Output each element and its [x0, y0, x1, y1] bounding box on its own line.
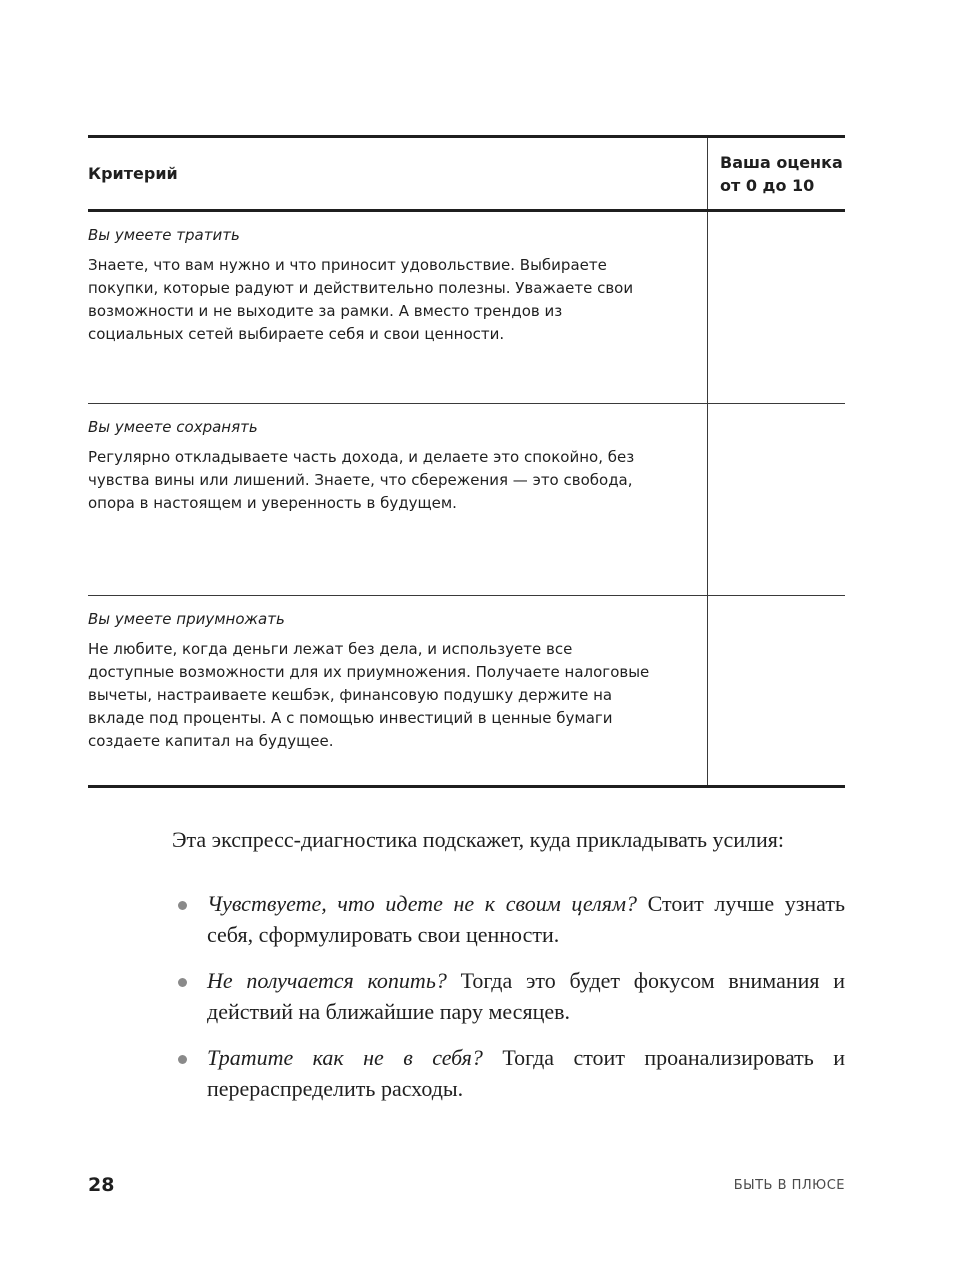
criterion-description: Знаете, что вам нужно и что приносит удовольствие. Выбираете покупки, которые радуют и действительно полезны. Уважаете свои возможности и не выходите за рамки. А вместо трендов из социальных сетей выбираете себя и свои ценности.	[88, 256, 634, 343]
criterion-title: Вы умеете тратить	[88, 226, 240, 244]
header-criterion: Критерий	[88, 138, 708, 209]
bullet-answer: Тогда стоит проанализировать и перераспределить расходы.	[207, 1045, 845, 1101]
criterion-title: Вы умеете сохранять	[88, 418, 258, 436]
criterion-title: Вы умеете приумножать	[88, 610, 285, 628]
bullet-answer: Стоит лучше узнать себя, сформулировать свои ценности.	[207, 891, 846, 947]
table-row	[88, 212, 845, 404]
bullet-dot-icon	[178, 978, 187, 987]
score-cell	[708, 404, 845, 595]
bullet-answer: Тогда это будет фокусом внимания и действий на ближайшие пару месяцев.	[207, 968, 846, 1024]
criterion-cell	[88, 212, 708, 403]
header-score-line2: от 0 до 10	[720, 176, 815, 195]
list-item	[178, 888, 845, 950]
criteria-table	[88, 135, 845, 788]
header-score-line1: Ваша оценка	[720, 153, 843, 172]
score-cell	[708, 212, 845, 403]
bullet-dot-icon	[178, 901, 187, 910]
score-cell	[708, 596, 845, 785]
header-score	[708, 138, 845, 209]
page-number: 28	[88, 1174, 115, 1196]
criterion-cell	[88, 404, 708, 595]
table-row	[88, 404, 845, 596]
bullet-list	[178, 888, 845, 1119]
bullet-question: Тратите как не в себя?	[207, 1045, 483, 1070]
list-item	[178, 965, 845, 1027]
bullet-question: Не получается копить?	[207, 968, 447, 993]
list-item	[178, 1042, 845, 1104]
table-header	[88, 135, 845, 212]
criterion-description: Регулярно откладываете часть дохода, и делаете это спокойно, без чувства вины или лишений. Знаете, что сбережения — это свобода, опора в настоящем и уверенность в будущем.	[88, 448, 635, 512]
criterion-cell	[88, 596, 708, 785]
intro-paragraph: Эта экспресс-диагностика подскажет, куда прикладывать усилия:	[172, 827, 785, 852]
running-title: БЫТЬ В ПЛЮСЕ	[733, 1178, 845, 1193]
bullet-dot-icon	[178, 1055, 187, 1064]
table-row	[88, 596, 845, 788]
bullet-question: Чувствуете, что идете не к своим целям?	[207, 891, 638, 916]
criterion-description: Не любите, когда деньги лежат без дела, и используете все доступные возможности для их приумножения. Получаете налоговые вычеты, настраиваете кешбэк, финансовую подушку держите на вкладе под проценты. А с помощью инвестиций в ценные бумаги создаете капитал на будущее.	[88, 640, 650, 750]
